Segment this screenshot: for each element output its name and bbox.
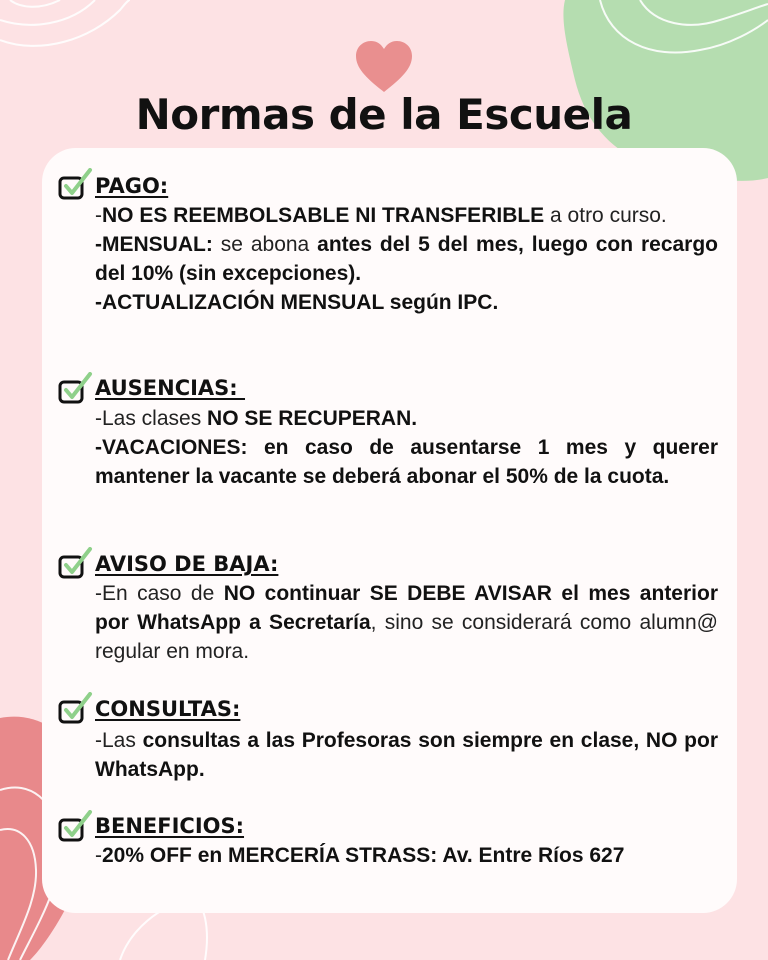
- section-body: [95, 579, 718, 666]
- heart-icon: [354, 40, 414, 94]
- checkbox-check-icon: [58, 372, 94, 406]
- rule-line: [95, 579, 718, 666]
- page-title: Normas de la Escuela: [135, 90, 633, 139]
- rule-text: -Las clases: [95, 407, 208, 430]
- section-heading: CONSULTAS:: [95, 697, 241, 721]
- section-heading: BENEFICIOS:: [95, 814, 245, 838]
- section-heading: AUSENCIAS:: [95, 376, 246, 400]
- rule-text-bold: -VACACIONES: en caso de ausentarse 1 mes y querer mantener la vacante se deberá abonar el 50% de la cuota.: [95, 436, 718, 488]
- rule-text-bold: 20% OFF en MERCERÍA STRASS: Av. Entre Ríos 627: [102, 844, 625, 867]
- rule-line: [95, 841, 718, 870]
- rule-line: [95, 404, 718, 433]
- section-heading: PAGO:: [95, 174, 169, 198]
- checkbox-check-icon: [58, 692, 94, 726]
- checkbox-check-icon: [58, 547, 94, 581]
- rule-line: [95, 726, 718, 784]
- rule-text-bold: -ACTUALIZACIÓN MENSUAL según IPC.: [95, 291, 499, 314]
- rule-text-bold: NO ES REEMBOLSABLE NI TRANSFERIBLE: [102, 204, 545, 227]
- rule-text: -En caso de: [95, 582, 224, 605]
- section-body: [95, 201, 718, 317]
- rule-text: se abona: [212, 233, 318, 256]
- checkbox-check-icon: [58, 810, 94, 844]
- rule-line: [95, 433, 718, 491]
- section-body: [95, 404, 718, 491]
- section-body: [95, 841, 718, 870]
- rule-text: -Las: [95, 729, 143, 752]
- section-body: [95, 726, 718, 784]
- section-heading: AVISO DE BAJA:: [95, 552, 279, 576]
- rule-text: , sino se considerará como alumn@ regular en mora.: [95, 611, 718, 663]
- rule-text: a otro curso.: [544, 204, 667, 227]
- rule-line: [95, 201, 718, 230]
- checkbox-check-icon: [58, 168, 94, 202]
- contour-lines-top-left: [0, 0, 130, 46]
- rule-line: [95, 230, 718, 288]
- rule-text-bold: NO continuar SE DEBE AVISAR el mes anterior por WhatsApp a Secretaría: [95, 582, 718, 634]
- rule-text-bold: -MENSUAL:: [95, 233, 213, 256]
- rule-text-bold: antes del 5 del mes, luego con recargo del 10% (sin excepciones).: [95, 233, 718, 285]
- rule-text-bold: consultas a las Profesoras son siempre en clase, NO por WhatsApp.: [95, 729, 719, 781]
- rule-text: -: [95, 844, 102, 867]
- rule-text-bold: NO SE RECUPERAN.: [207, 407, 418, 430]
- rule-line: [95, 288, 718, 317]
- rule-text: -: [95, 204, 102, 227]
